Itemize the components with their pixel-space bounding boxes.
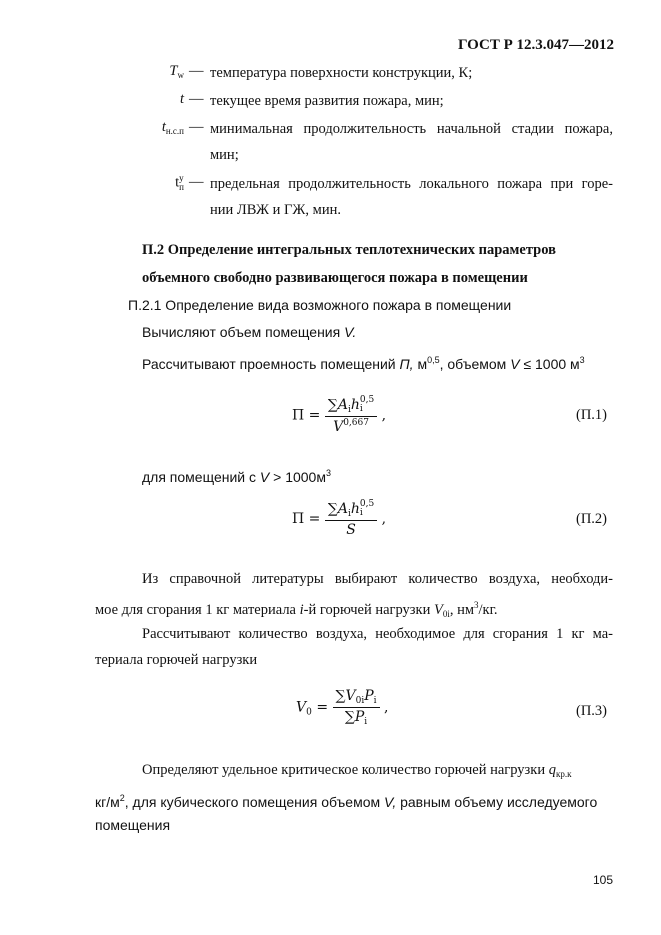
paragraph: Из справочной литературы выбирают количество воздуха, необходи- (142, 571, 613, 587)
dash: — (189, 91, 204, 107)
paragraph-continued: мое для сгорания 1 кг материала i-й горючей нагрузки $V_{0i}$, $нм^3/кг$. (95, 600, 498, 619)
paragraph-continued: помещения (95, 817, 171, 833)
subsection-title: П.2.1 Определение вида возможного пожара в помещении (128, 297, 512, 313)
equation-p2: П = $\sum A_ih0,5$ i S , (292, 499, 387, 538)
definition-text: текущее время развития пожара, мин; (210, 93, 444, 109)
document-header: ГОСТ Р 12.3.047—2012 (457, 37, 614, 53)
definition-text-continued: мин; (210, 147, 239, 163)
symbol-tpy: tу п (175, 173, 184, 192)
equation-label: (П.1) (576, 407, 608, 423)
equation-p3: $V_0$ = $\frac{\sum V_{0i}P_i}{\sum P_i}$ , (296, 688, 389, 727)
page-number: 105 (592, 873, 613, 887)
symbol-tnsp: $t_{н.с.п}$ (161, 119, 184, 136)
definition-text: предельная продолжительность локального пожара при горе- (210, 176, 613, 192)
paragraph: для помещений с $V > 1000м^3$ (142, 468, 331, 485)
paragraph-continued: териала горючей нагрузки (95, 652, 258, 668)
dash: — (189, 63, 204, 79)
symbol-tw: $T_w$ (169, 63, 184, 80)
definition-text: минимальная продолжительность начальной стадии пожара, (210, 121, 613, 137)
equation-p1: П = $\sum A_ih0,5$ i V$^{0,667}$ , (292, 395, 387, 435)
dash: — (189, 119, 204, 135)
paragraph: Рассчитывают количество воздуха, необходимое для сгорания 1 кг ма- (142, 626, 613, 642)
paragraph: Рассчитывают проемность помещений П, $м^{0,5}$, объемом V ≤ 1000 $м^3$ (142, 355, 585, 372)
equation-label: (П.2) (576, 511, 608, 527)
dash: — (189, 174, 204, 190)
paragraph: Определяют удельное критическое количество горючей нагрузки $q_{кр.к}$ (142, 762, 572, 779)
paragraph-continued: $кг/м^2$, для кубического помещения объемом V, равным объему исследуемого (95, 793, 598, 810)
section-title-line2: объемного свободно развивающегося пожара в помещении (142, 270, 528, 286)
symbol-t: t (179, 91, 184, 107)
paragraph: Вычисляют объем помещения V. (142, 324, 357, 340)
definition-text-continued: нии ЛВЖ и ГЖ, мин. (210, 202, 341, 218)
equation-label: (П.3) (576, 703, 608, 719)
definition-text: температура поверхности конструкции, К; (210, 65, 473, 81)
section-title-line1: П.2 Определение интегральных теплотехнических параметров (142, 242, 556, 258)
